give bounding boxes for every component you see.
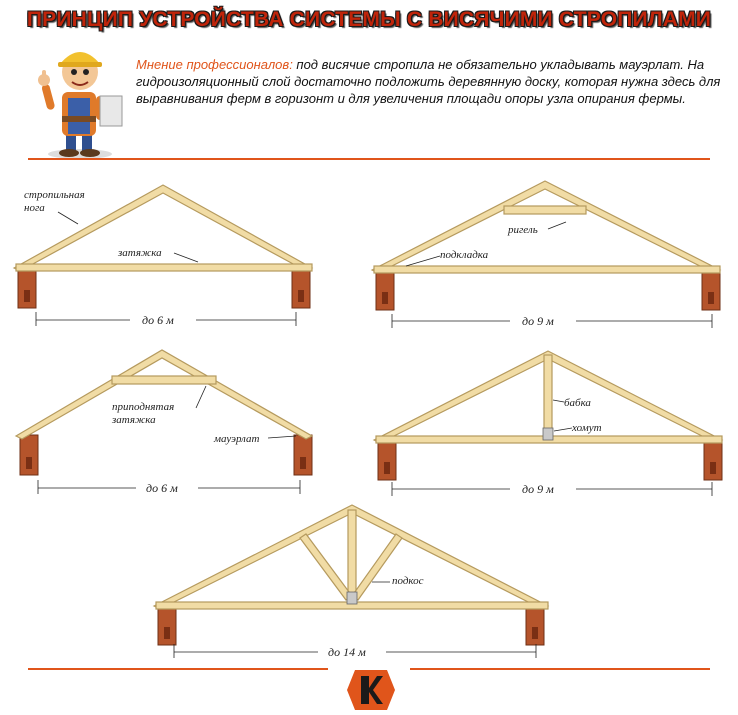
label-rafter-leg: стропильная [24, 189, 85, 201]
truss-diagram-5 [154, 505, 548, 659]
label-king-post: бабка [564, 397, 591, 409]
truss-diagram-2 [372, 181, 720, 328]
page-title: ПРИНЦИП УСТРОЙСТВА СИСТЕМЫ С ВИСЯЧИМИ СТРОПИЛАМИ [26, 8, 712, 31]
span-label-3: до 6 м [146, 481, 178, 495]
label-clamp: хомут [572, 422, 602, 434]
label-crossbar: ригель [508, 224, 538, 236]
span-label-4: до 9 м [522, 482, 554, 496]
label-pad: подкладка [440, 249, 489, 261]
label-raised-tie-2: затяжка [112, 414, 156, 426]
truss-diagram-4 [374, 351, 722, 496]
span-label-1: до 6 м [142, 313, 174, 327]
note-lead: Мнение профессионалов: [136, 57, 293, 72]
note-text: под висячие стропила не обязательно укладывать мауэрлат. На гидроизоляционный слой достаточно подложить деревянную доску, которая нужна здесь для выравнивания ферм в горизонт и для увеличения площади опоры узла опирания фермы. [136, 57, 721, 106]
truss-diagram-3 [16, 350, 312, 495]
site-logo [345, 668, 397, 712]
span-label-5: до 14 м [328, 645, 366, 659]
truss-diagram-1 [14, 185, 312, 327]
label-mauerlat: мауэрлат [214, 433, 260, 445]
label-strut: подкос [392, 575, 424, 587]
label-tie: затяжка [118, 247, 162, 259]
label-raised-tie: приподнятая [112, 401, 175, 413]
label-rafter-leg-2: нога [24, 202, 45, 214]
span-label-2: до 9 м [522, 314, 554, 328]
